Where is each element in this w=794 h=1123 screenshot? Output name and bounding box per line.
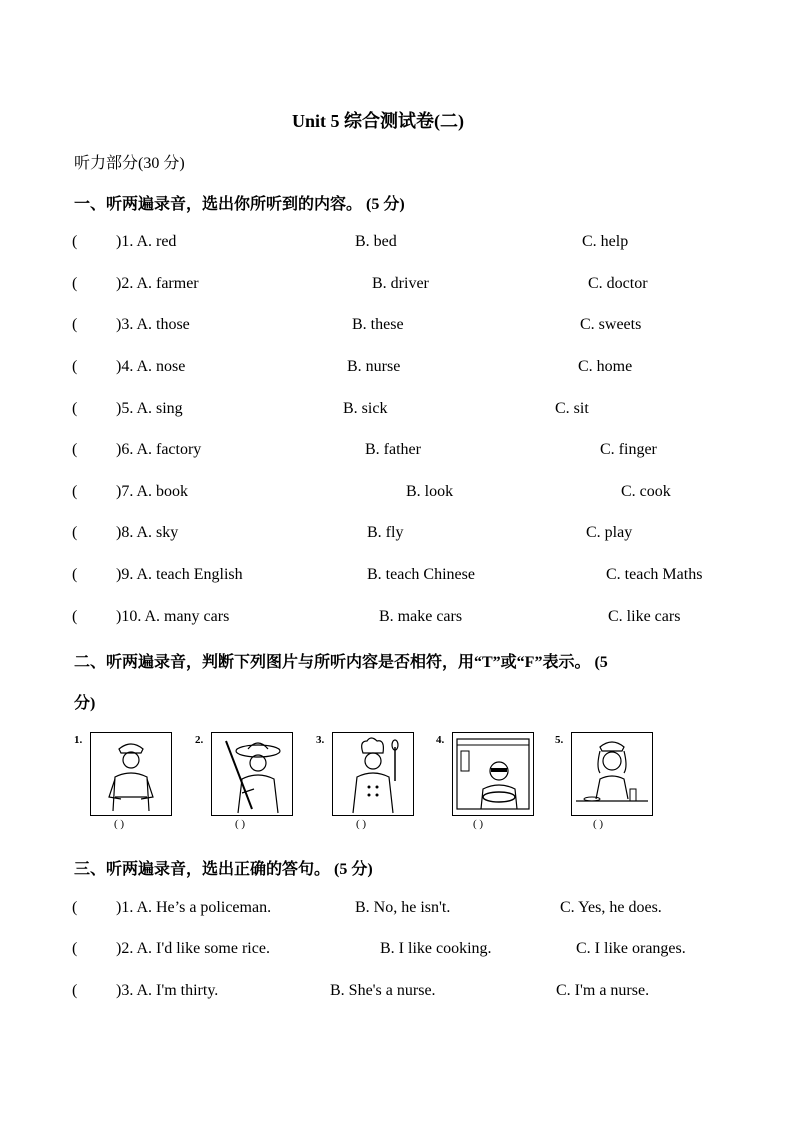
picture-number: 2.	[195, 734, 204, 746]
option-b: B. driver	[372, 275, 429, 292]
option-a: )3. A. those	[116, 316, 190, 333]
option-b: B. sick	[343, 400, 388, 417]
option-b: B. No, he isn't.	[355, 899, 451, 916]
option-c: C. Yes, he does.	[560, 899, 662, 916]
picture-number: 5.	[555, 734, 564, 746]
option-a: )8. A. sky	[116, 524, 179, 541]
option-b: B. nurse	[347, 358, 401, 375]
option-b: B. these	[352, 316, 404, 333]
answer-paren[interactable]: (	[72, 441, 78, 458]
answer-blank[interactable]: ( )	[114, 818, 125, 830]
option-c: C. cook	[621, 483, 671, 500]
option-a: )1. A. He’s a policeman.	[116, 899, 272, 916]
option-a: )1. A. red	[116, 233, 177, 250]
policeman-picture-icon	[90, 732, 172, 816]
section2-heading: 二、听两遍录音，判断下列图片与所听内容是否相符，用“T”或“F”表示。 (5	[74, 654, 608, 671]
option-b: B. look	[406, 483, 454, 500]
answer-blank[interactable]: ( )	[356, 818, 367, 830]
answer-paren[interactable]: (	[72, 566, 78, 583]
option-c: C. doctor	[588, 275, 648, 292]
option-a: )3. A. I'm thirty.	[116, 982, 219, 999]
option-c: C. sweets	[580, 316, 642, 333]
answer-blank[interactable]: ( )	[593, 818, 604, 830]
option-b: B. teach Chinese	[367, 566, 475, 583]
cook-picture-icon	[332, 732, 414, 816]
answer-paren[interactable]: (	[72, 982, 78, 999]
option-c: C. play	[586, 524, 633, 541]
option-c: C. I like oranges.	[576, 940, 686, 957]
nurse-picture-icon	[571, 732, 653, 816]
picture-number: 4.	[436, 734, 445, 746]
option-b: B. I like cooking.	[380, 940, 492, 957]
option-c: C. like cars	[608, 608, 681, 625]
option-a: )9. A. teach English	[116, 566, 243, 583]
picture-number: 3.	[316, 734, 325, 746]
answer-blank[interactable]: ( )	[473, 818, 484, 830]
option-c: C. help	[582, 233, 629, 250]
option-b: B. She's a nurse.	[330, 982, 436, 999]
answer-paren[interactable]: (	[72, 483, 78, 500]
option-a: )5. A. sing	[116, 400, 183, 417]
option-a: )10. A. many cars	[116, 608, 230, 625]
option-a: )4. A. nose	[116, 358, 186, 375]
picture-number: 1.	[74, 734, 83, 746]
section1-heading: 一、听两遍录音，选出你所听到的内容。 (5 分)	[74, 196, 405, 213]
section3-heading: 三、听两遍录音，选出正确的答句。 (5 分)	[74, 861, 373, 878]
answer-paren[interactable]: (	[72, 524, 78, 541]
listening-part-label: 听力部分(30 分)	[74, 155, 185, 172]
option-c: C. I'm a nurse.	[556, 982, 650, 999]
option-a: )2. A. farmer	[116, 275, 199, 292]
answer-blank[interactable]: ( )	[235, 818, 246, 830]
answer-paren[interactable]: (	[72, 316, 78, 333]
option-c: C. finger	[600, 441, 657, 458]
answer-paren[interactable]: (	[72, 233, 78, 250]
answer-paren[interactable]: (	[72, 358, 78, 375]
answer-paren[interactable]: (	[72, 400, 78, 417]
page-title: Unit 5 综合测试卷(二)	[292, 111, 464, 131]
option-a: )7. A. book	[116, 483, 188, 500]
option-b: B. make cars	[379, 608, 463, 625]
option-c: C. teach Maths	[606, 566, 703, 583]
answer-paren[interactable]: (	[72, 275, 78, 292]
answer-paren[interactable]: (	[72, 940, 78, 957]
option-a: )2. A. I'd like some rice.	[116, 940, 270, 957]
section2-heading-cont: 分)	[74, 695, 96, 712]
option-b: B. bed	[355, 233, 397, 250]
option-b: B. fly	[367, 524, 404, 541]
farmer-picture-icon	[211, 732, 293, 816]
option-b: B. father	[365, 441, 421, 458]
option-c: C. sit	[555, 400, 589, 417]
option-a: )6. A. factory	[116, 441, 202, 458]
answer-paren[interactable]: (	[72, 899, 78, 916]
option-c: C. home	[578, 358, 633, 375]
answer-paren[interactable]: (	[72, 608, 78, 625]
driver-picture-icon	[452, 732, 534, 816]
